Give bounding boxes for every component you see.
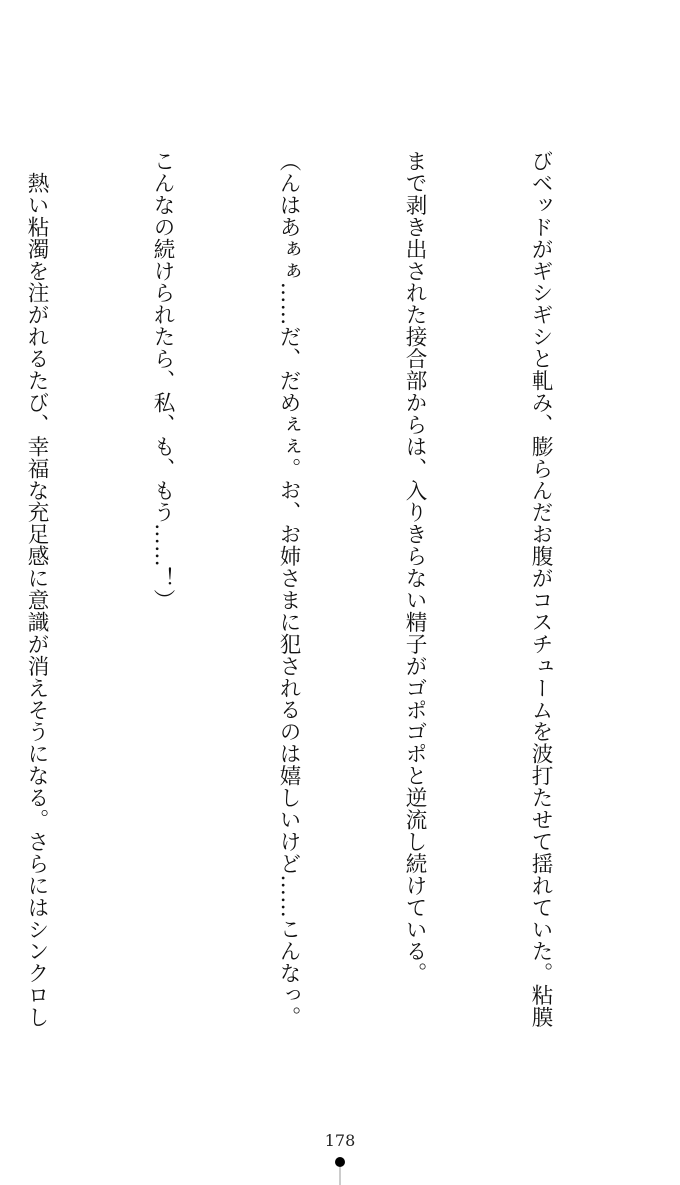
folio-dot-icon (335, 1157, 345, 1167)
text-line: こんなの続けられたら、私、も、もう……！） (150, 150, 175, 611)
page-number: 178 (324, 1131, 356, 1150)
text-line: まで剥き出された接合部からは、入りきらない精子がゴポゴポと逆流し続けている。 (402, 150, 427, 985)
text-line: 熱い粘濁を注がれるたび、幸福な充足感に意識が消えそうになる。さらにはシンクロし (24, 150, 49, 1028)
text-line: びベッドがギシギシと軋み、膨らんだお腹がコスチュームを波打たせて揺れていた。粘膜 (528, 150, 553, 1028)
vertical-text-body (24, 150, 645, 1050)
folio-stem-divider (339, 1167, 341, 1185)
text-line: （んはあぁぁ……だ、だめぇぇ。お、お姉さまに犯されるのは嬉しいけど……こんなっ。 (276, 150, 301, 1028)
